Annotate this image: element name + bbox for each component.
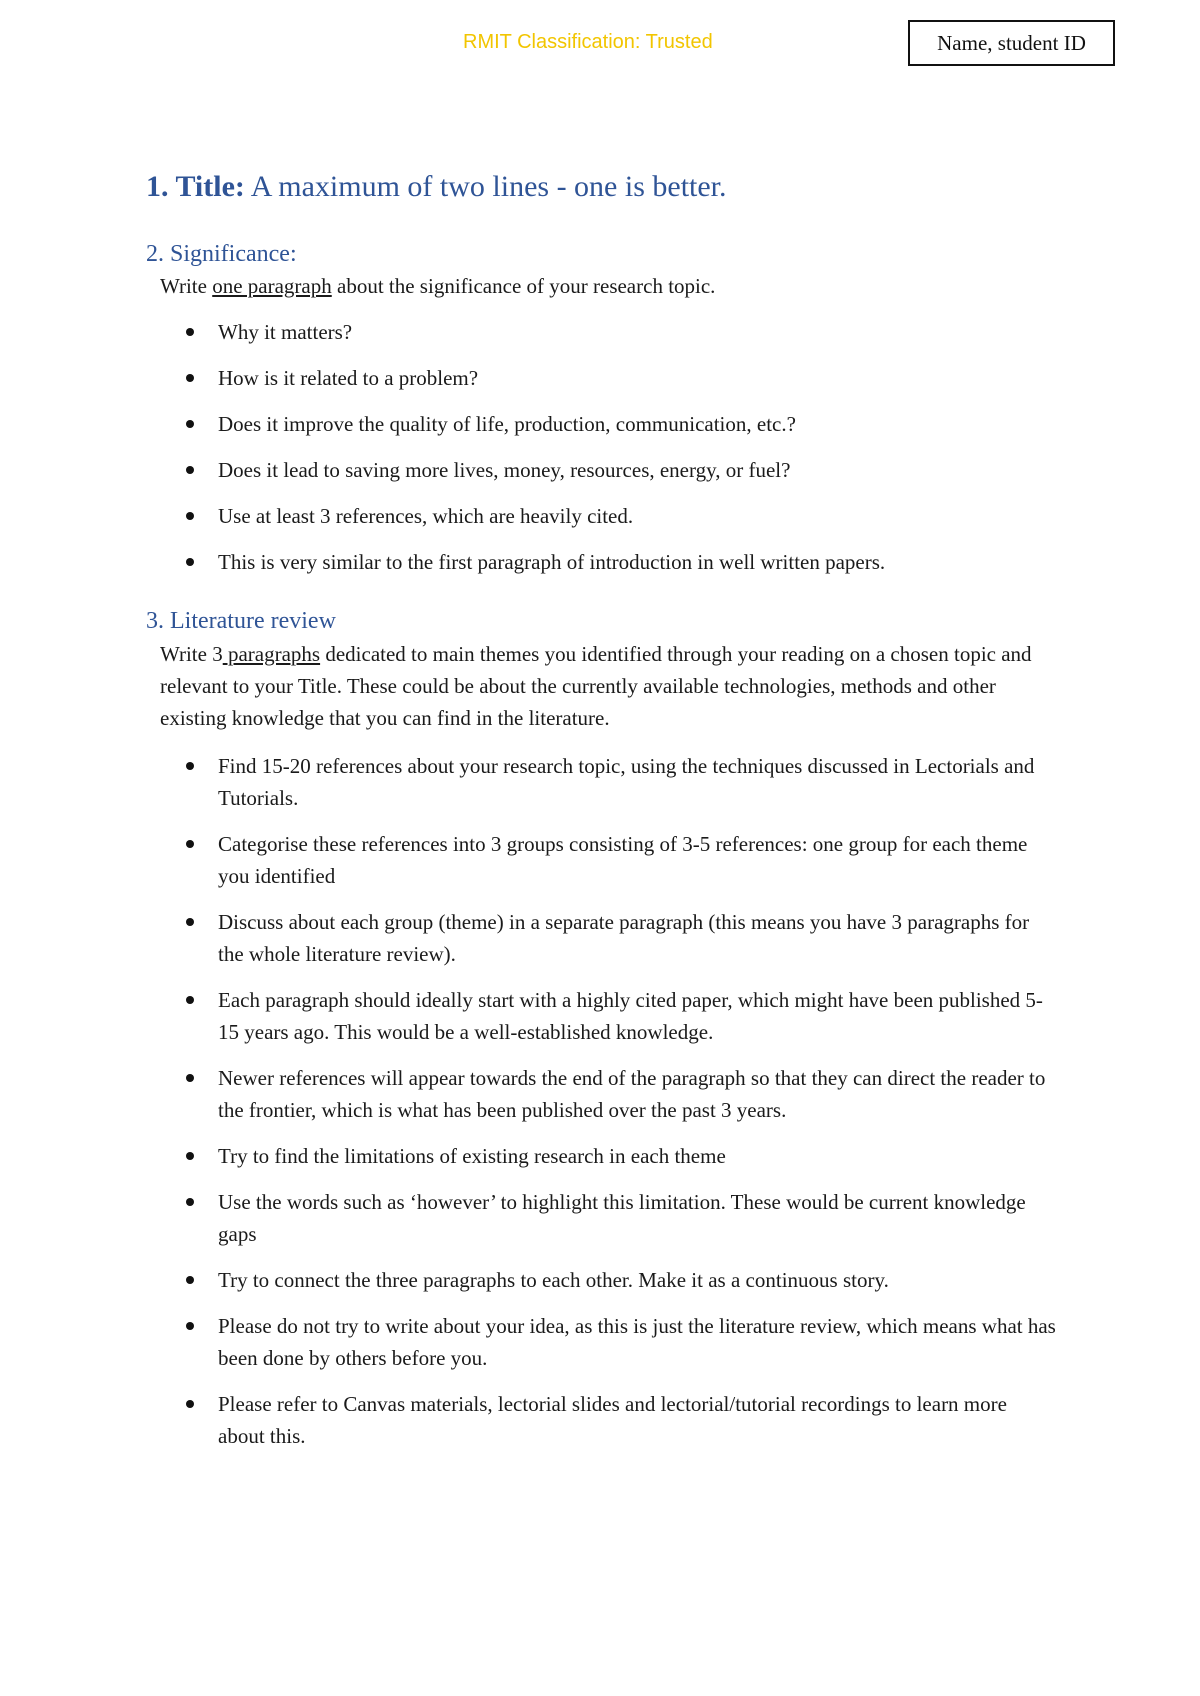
list-item xyxy=(146,500,1056,532)
list-item xyxy=(146,828,1056,892)
list-item-text: Please do not try to write about your idea, as this is just the literature review, which means what has been done by others before you. xyxy=(218,1314,1056,1370)
significance-heading: 2. Significance: xyxy=(146,241,297,267)
name-student-id-label: Name, student ID xyxy=(937,30,1086,55)
list-item-text: Why it matters? xyxy=(218,320,353,344)
bullet-icon xyxy=(186,840,194,848)
bullet-icon xyxy=(186,512,194,520)
list-item-text: Does it lead to saving more lives, money, resources, energy, or fuel? xyxy=(218,458,791,482)
title-heading xyxy=(146,170,727,204)
list-item xyxy=(146,316,1056,348)
list-item xyxy=(146,906,1056,970)
list-item-text: How is it related to a problem? xyxy=(218,366,479,390)
bullet-icon xyxy=(186,1074,194,1082)
list-item xyxy=(146,1264,1056,1296)
literature-review-heading: 3. Literature review xyxy=(146,608,336,634)
list-item xyxy=(146,1140,1056,1172)
literature-intro-underlined: paragraphs xyxy=(222,642,321,666)
significance-intro-pre: Write xyxy=(160,274,213,298)
bullet-icon xyxy=(186,558,194,566)
list-item xyxy=(146,1062,1056,1126)
bullet-icon xyxy=(186,1400,194,1408)
bullet-icon xyxy=(186,328,194,336)
list-item xyxy=(146,408,1056,440)
title-text: A maximum of two lines - one is better. xyxy=(244,170,727,203)
list-item xyxy=(146,750,1056,814)
list-item-text: Each paragraph should ideally start with a highly cited paper, which might have been published 5-15 years ago. This would be a well-established knowledge. xyxy=(218,988,1043,1044)
list-item-text: Try to find the limitations of existing research in each theme xyxy=(218,1144,726,1168)
bullet-icon xyxy=(186,1322,194,1330)
list-item xyxy=(146,984,1056,1048)
bullet-icon xyxy=(186,1152,194,1160)
list-item-text: This is very similar to the first paragraph of introduction in well written papers. xyxy=(218,550,886,574)
list-item xyxy=(146,362,1056,394)
bullet-icon xyxy=(186,996,194,1004)
bullet-icon xyxy=(186,918,194,926)
bullet-icon xyxy=(186,762,194,770)
list-item-text: Use the words such as ‘however’ to highlight this limitation. These would be current knowledge gaps xyxy=(218,1190,1026,1246)
list-item xyxy=(146,546,1056,578)
list-item xyxy=(146,1310,1056,1374)
list-item-text: Newer references will appear towards the end of the paragraph so that they can direct the reader to the frontier, which is what has been published over the past 3 years. xyxy=(218,1066,1046,1122)
list-item-text: Please refer to Canvas materials, lectorial slides and lectorial/tutorial recordings to learn more about this. xyxy=(218,1392,1007,1448)
list-item-text: Does it improve the quality of life, production, communication, etc.? xyxy=(218,412,796,436)
bullet-icon xyxy=(186,1276,194,1284)
name-student-id-box xyxy=(908,20,1115,66)
list-item-text: Use at least 3 references, which are heavily cited. xyxy=(218,504,634,528)
list-item-text: Discuss about each group (theme) in a separate paragraph (this means you have 3 paragraphs for the whole literature review). xyxy=(218,910,1030,966)
significance-intro-underlined: one paragraph xyxy=(212,274,332,298)
bullet-icon xyxy=(186,466,194,474)
classification-label: RMIT Classification: Trusted xyxy=(463,31,713,53)
literature-intro-post: dedicated to main themes you identified through your reading on a chosen topic and relevant to your Title. These could be about the currently available technologies, methods and other existing knowledge that you can find in the literature. xyxy=(160,642,1032,730)
literature-bullet-list xyxy=(146,750,1056,1466)
significance-intro xyxy=(160,270,1040,302)
significance-bullet-list xyxy=(146,316,1056,592)
literature-intro xyxy=(160,638,1040,734)
bullet-icon xyxy=(186,1198,194,1206)
list-item-text: Try to connect the three paragraphs to each other. Make it as a continuous story. xyxy=(218,1268,889,1292)
literature-intro-pre: Write 3 xyxy=(160,642,223,666)
list-item xyxy=(146,454,1056,486)
list-item xyxy=(146,1388,1056,1452)
significance-intro-post: about the significance of your research topic. xyxy=(331,274,716,298)
bullet-icon xyxy=(186,374,194,382)
title-label: 1. Title: xyxy=(146,170,245,203)
list-item-text: Categorise these references into 3 groups consisting of 3-5 references: one group for each theme you identified xyxy=(218,832,1028,888)
list-item xyxy=(146,1186,1056,1250)
bullet-icon xyxy=(186,420,194,428)
list-item-text: Find 15-20 references about your research topic, using the techniques discussed in Lectorials and Tutorials. xyxy=(218,754,1035,810)
